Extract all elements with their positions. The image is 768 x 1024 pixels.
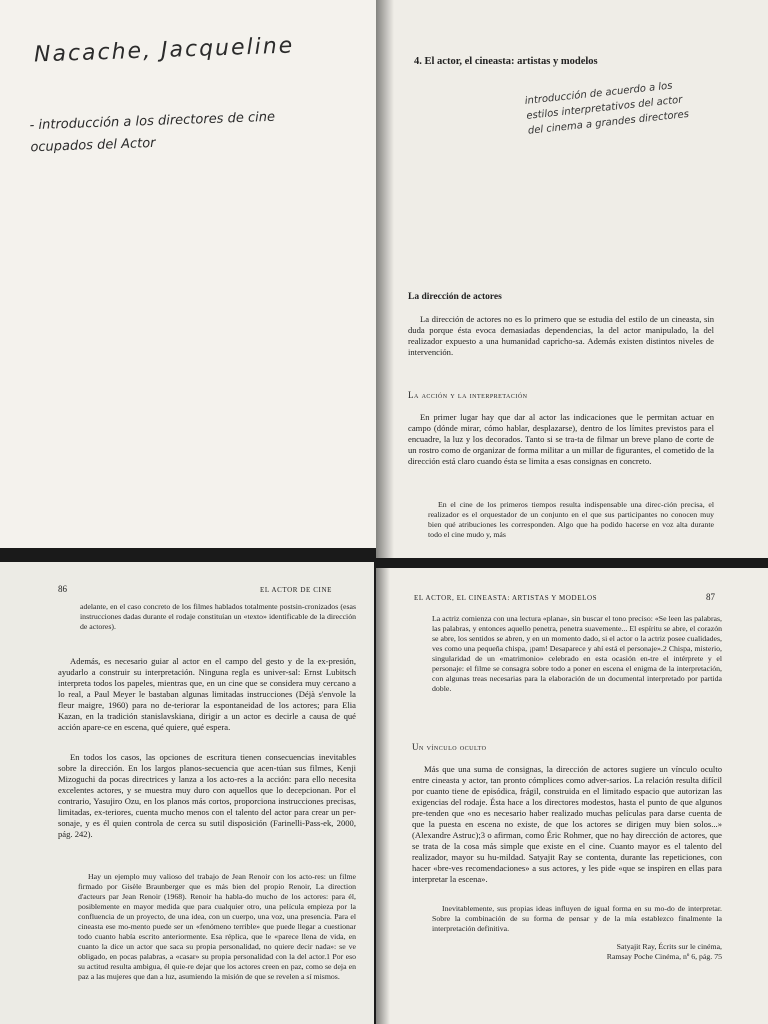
quote-block: En el cine de los primeros tiempos resulta indispensable una direc-ción precisa, el realizador es el orquestador de un conjunto en el que sus participantes no conocen muy bien qué atribuciones les corresponden. Algo que ha podido hacerse en voz alta durante todo el cine mudo y, más bbox=[428, 500, 714, 539]
section-paragraph: La dirección de actores no es lo primero que se estudia del estilo de un cineasta, sin duda porque ésta evoca demasiadas dependencias, la del actor manipulado, la del realizador expuesto a una humanidad capricho-sa. Además existen distintos niveles de intervención. bbox=[408, 314, 714, 357]
quote-continuation: adelante, en el caso concreto de los filmes hablados totalmente postsin-cronizados (esas instrucciones dadas durante el rodaje constituían un «texto» identificable de la dirección de actores). bbox=[80, 602, 356, 631]
citation-line-2: Ramsay Poche Cinéma, nº 6, pág. 75 bbox=[606, 952, 722, 961]
paragraph-1: Además, es necesario guiar al actor en el campo del gesto y de la ex-presión, ayudarlo a construir su interpretación. Ninguna regla es univer-sal: Ernst Lubitsch interpreta todos los papeles, mientras que, en un cine que se considera muy cercano a lo real, a Paul Meyer le bastaban algunas limitadas instrucciones (Déjà s'envole la fleur maigre, 1960) para no de-teriorar la espontaneidad de los actores; para Elia Kazan, en la tradición stanislavskiana, dirigir a un actor es decirle a causa de qué acción apare-ce en escena, qué quiere, qué espera. bbox=[58, 656, 356, 732]
handwritten-note: - introducción a los directores de cine ocupados del Actor bbox=[29, 109, 276, 156]
quote-block: Hay un ejemplo muy valioso del trabajo de Jean Renoir con los acto-res: un filme firmado por Gisèle Braunberger que es más bien del propio Renoir, La direction d'acteurs par Jean Renoir (1968). Renoir ha habla-do mucho de los actores: para él, posiblemente en mayor medida que para cualquier otro, una película empieza por la confluencia de un proyecto, de una idea, con un cuerpo, una voz, una presencia. Para el cineasta ese mo-mento puede ser un «fenómeno terrible» que puede llegar a cuestionar todo cuanto había escrito anteriormente. Esa réplica, que le «parece llena de vida, en cuanto la dice un actor que saca su propia personalidad, no quiere decir nada»: se ve obligado, en pocas palabras, a «casar» su propia personalidad con la del actor.1 Por eso su actitud resulta ambigua, él quie-re dejar que los actores creen en paz, como se deja en paz a las mujeres que dan a luz, asumiendo la misión de que se revelen a sí mismos. bbox=[78, 872, 356, 981]
page-number: 86 bbox=[58, 584, 67, 594]
page-number: 87 bbox=[706, 592, 715, 602]
citation-line-1: Satyajit Ray, Écrits sur le cinéma, bbox=[616, 942, 722, 951]
top-left-page bbox=[0, 0, 376, 548]
section-title: Un vínculo oculto bbox=[412, 742, 487, 752]
quote-continuation: La actriz comienza con una lectura «plana», sin buscar el tono preciso: «Se leen las palabras, las palabras, y entonces aquello penetra, penetra suavemente... El espíritu se abre, el corazón se abre, los sentidos se abren, y en un momento dado, si el actor o la actriz posee cualidades, ves como una pequeña chispa, ¡pam! Desaparece y ahí está el personaje».2 Chispa, misterio, singularidad de un «matrimonio» celebrado en esta ocasión en-tre el intérprete y el personaje: el filme se consagra sobre todo a poner en escena el enigma de la interpretación, con algunas treas necesarias para la elaboración de un documental interpretado por partida doble. bbox=[432, 614, 722, 693]
section-paragraph: Más que una suma de consignas, la dirección de actores sugiere un vínculo oculto entre cineasta y actor, tan pronto cómplices como adver-sarios. La relación resulta difícil por cuanto tiene de episódica, frágil, construida en el limitado espacio que autorizan las exigencias del rodaje. Ésta hace a los directores modestos, hasta el punto de que algunos pre-tenden que «no es necesario haber realizado muchas películas para darse cuenta de que la puesta en escena no existe, de que los actores se dirigen muy bien solos...» (Alexandre Astruc);3 o afirman, como Éric Rohmer, que no hay dirección de actores, que se trata de la cosa más simple que existe en el cine. Cuanto mayor es el talento del realizador, mayor su hu-mildad. Satyajit Ray se contenta, durante las repeticiones, con hacer «bre-ves recomendaciones» a sus actores, y les pide «que se inspiren en ellas para interpretar la escena». bbox=[412, 764, 722, 884]
section-title: La dirección de actores bbox=[408, 292, 502, 302]
subsection-paragraph: En primer lugar hay que dar al actor las indicaciones que le permitan actuar en campo (dónde mirar, cómo hablar, desplazarse), dentro de los límites previstos para el encuadre, la luz y los decorados. Tanto si se tra-ta de filmar un breve plano de corte de un rostro como de organizar de forma militar a un millar de figurantes, el cometido de la dirección está claro cuando ésta se limita a esas consignas en concreto. bbox=[408, 412, 714, 466]
handwritten-margin-note: introducción de acuerdo a los estilos interpretativos del actor del cinema a grandes directores bbox=[524, 80, 690, 137]
chapter-title: 4. El actor, el cineasta: artistas y modelos bbox=[414, 56, 598, 67]
quote-block: Inevitablemente, sus propias ideas influyen de igual forma en su mo-do de interpretar. Sobre la combinación de su forma de pensar y de la mía establezco finalmente la interpretación definitiva. bbox=[432, 904, 722, 933]
bottom-right-page bbox=[376, 568, 768, 1024]
running-head: EL ACTOR, EL CINEASTA: ARTISTAS Y MODELOS bbox=[414, 594, 598, 602]
bottom-left-page bbox=[0, 562, 374, 1024]
handwritten-author: Nacache, Jacqueline bbox=[33, 33, 295, 68]
paragraph-2: En todos los casos, las opciones de escritura tienen consecuencias inevitables sobre la dirección. En los largos planos-secuencia que acen-túan sus filmes, Kenji Mizoguchi da pocas directrices y lanza a los acto-res a la acción: para ello necesita excelentes actores, y se muestra muy duro con aquellos que lo decepcionan. Por el contrario, Yasujiro Ozu, en los planos más cortos, proporciona instrucciones precisas, limitadas, ex-teriores, cuenta mucho menos con el talento del actor para crear un per-sonaje, y es él quien controla de cerca su sutil disposición (Farinelli-Pass-ek, 2000, pág. 242). bbox=[58, 752, 356, 839]
running-head: EL ACTOR DE CINE bbox=[260, 586, 333, 594]
subsection-title: La acción y la interpretación bbox=[408, 390, 528, 400]
top-right-page bbox=[376, 0, 768, 558]
